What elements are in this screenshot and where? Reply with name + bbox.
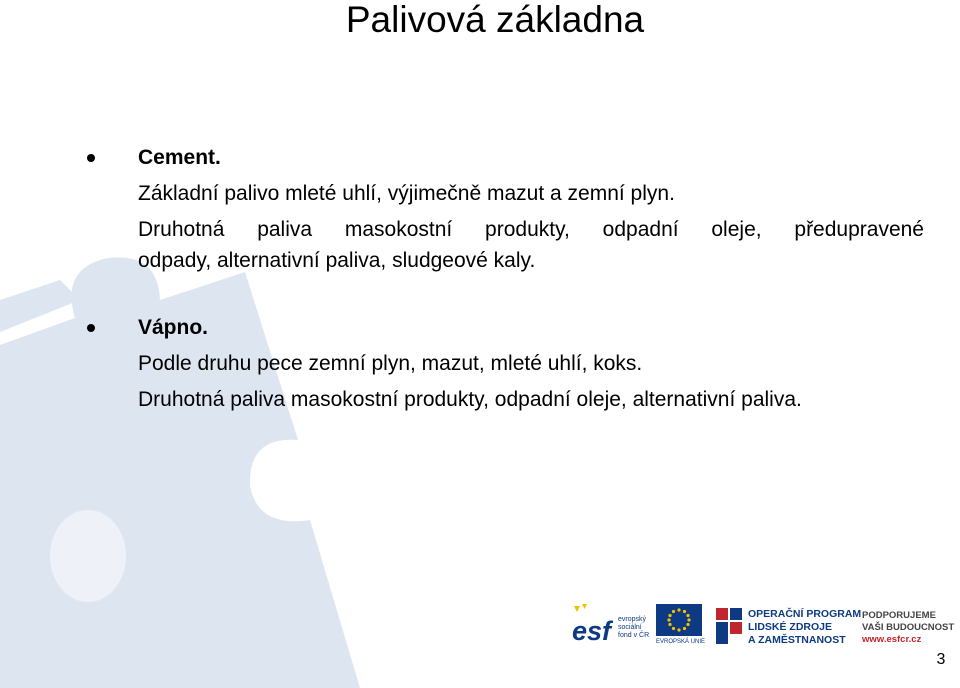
op-line: LIDSKÉ ZDROJE <box>748 621 833 633</box>
bullet-dot <box>87 324 95 332</box>
op-logo-icon <box>714 606 744 646</box>
op-program-name <box>748 608 861 647</box>
body-line: Podle druhu pece zemní plyn, mazut, mleté uhlí, koks. <box>138 352 643 375</box>
footer-logos <box>570 602 960 652</box>
esf-caption <box>618 616 649 640</box>
op-line: A ZAMĚSTNANOST <box>748 634 846 646</box>
support-line: VAŠI BUDOUCNOST <box>862 622 955 633</box>
support-line: PODPORUJEME <box>862 610 936 621</box>
eu-label: EVROPSKÁ UNIE <box>656 639 706 645</box>
support-url: www.esfcr.cz <box>862 634 922 645</box>
support-slogan <box>862 610 954 646</box>
esf-mark-text: esf <box>572 616 612 646</box>
eu-flag-icon <box>656 604 702 636</box>
esf-caption-line: evropský <box>618 616 647 623</box>
body-line: odpady, alternativní paliva, sludgeové kaly. <box>138 249 536 272</box>
body-line: Druhotná paliva masokostní produkty, odpadní oleje, alternativní paliva. <box>138 388 802 411</box>
bullet-dot <box>87 154 95 162</box>
esf-caption-line: sociální <box>618 624 642 631</box>
body-line: Druhotná paliva masokostní produkty, odpadní oleje, předupravené <box>138 218 924 241</box>
esf-caption-line: fond v ČR <box>618 632 650 639</box>
esf-logo <box>570 602 618 646</box>
body-line: Základní palivo mleté uhlí, výjimečně mazut a zemní plyn. <box>138 182 675 205</box>
page-number: 3 <box>936 651 946 668</box>
bullet-heading-vapno: Vápno. <box>138 316 209 339</box>
slide-title: Palivová základna <box>345 0 645 40</box>
op-line: OPERAČNÍ PROGRAM <box>748 608 862 620</box>
bullet-heading-cement: Cement. <box>138 146 221 169</box>
